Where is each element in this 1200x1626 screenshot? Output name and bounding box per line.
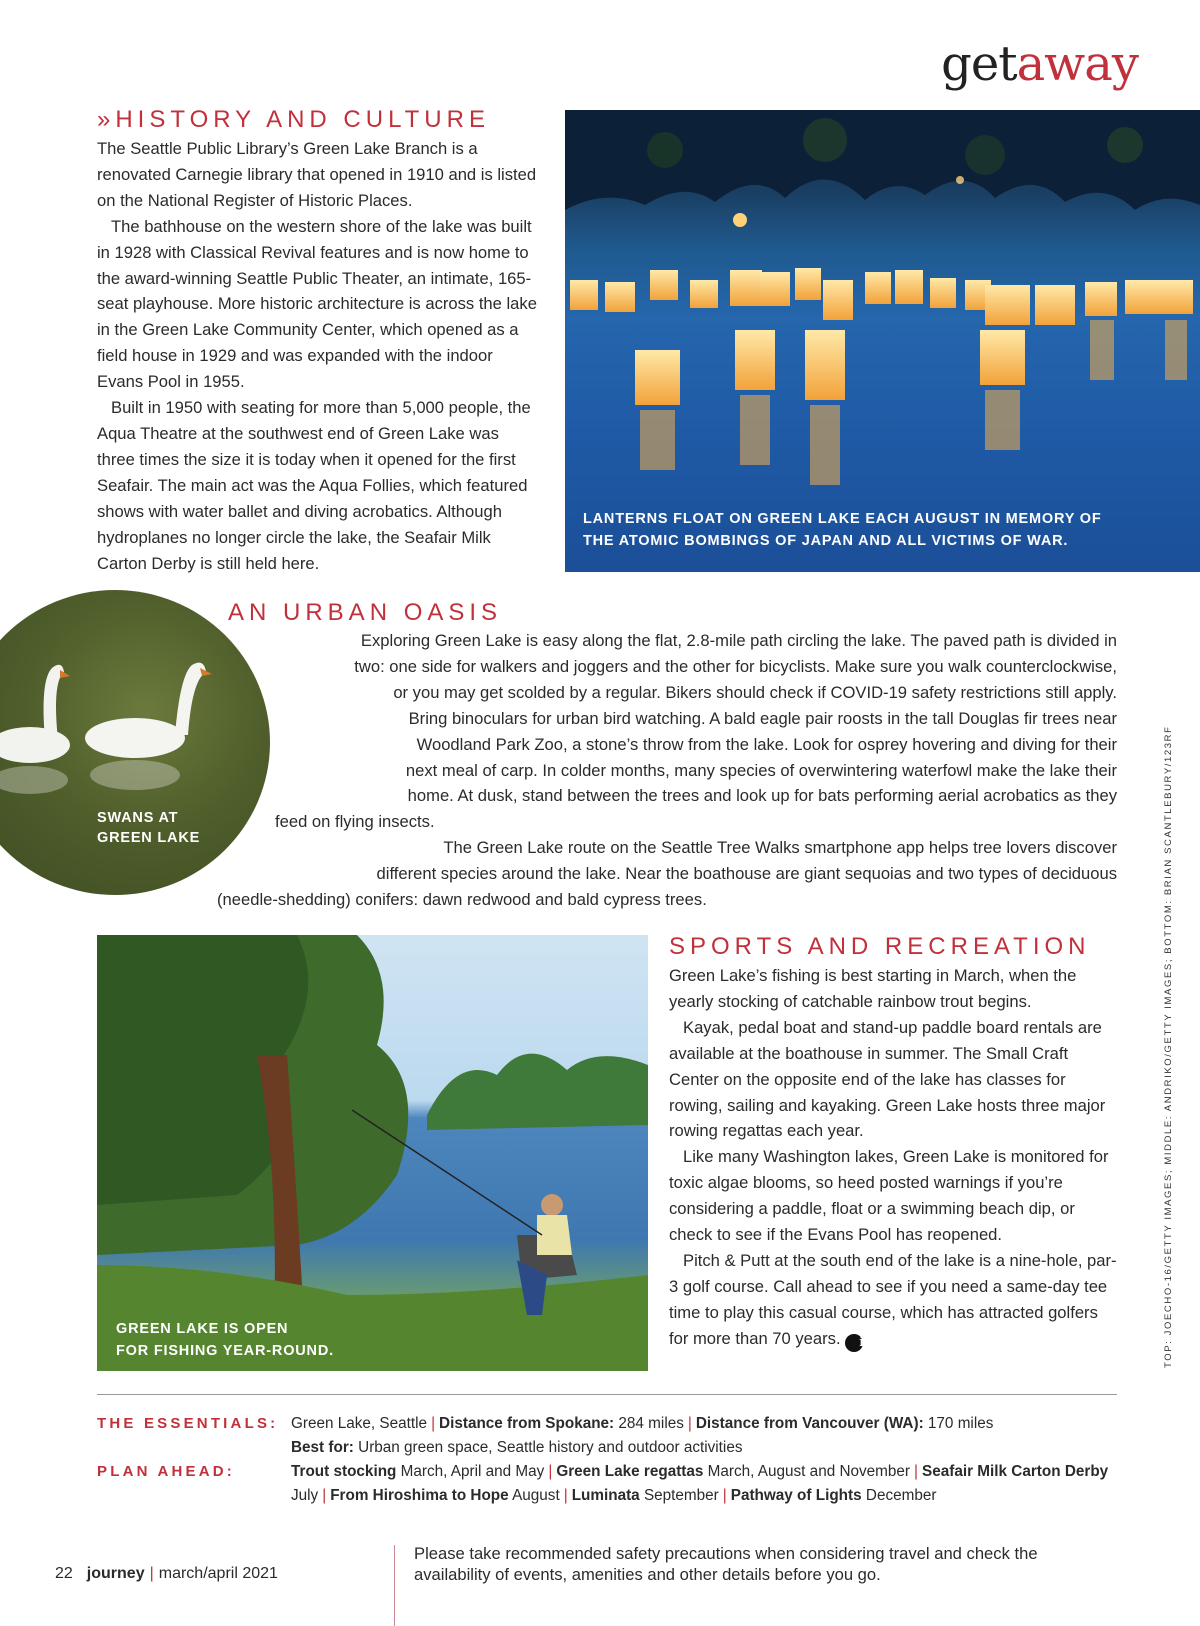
- plan-ahead-label: PLAN AHEAD:: [97, 1463, 235, 1480]
- footer-separator: |: [149, 1565, 154, 1582]
- fishing-caption-line: GREEN LAKE IS OPEN: [116, 1321, 289, 1337]
- photo-credit: TOP: JOECHO-16/GETTY IMAGES; MIDDLE: ANDRIKO/GETTY IMAGES; BOTTOM: BRIAN SCANTLEBURY/123RF: [1163, 725, 1174, 1368]
- sports-heading: SPORTS AND RECREATION: [669, 933, 1091, 960]
- oasis-heading: AN URBAN OASIS: [228, 599, 503, 626]
- oasis-line: Exploring Green Lake is easy along the flat, 2.8-mile path circling the lake. The paved path is divided in: [360, 631, 1117, 650]
- event-name: Pathway of Lights: [730, 1487, 862, 1504]
- vancouver-distance: 170 miles: [927, 1415, 994, 1432]
- oasis-line: two: one side for walkers and joggers and the other for bicyclists. Make sure you walk counterclockwise,: [354, 656, 1117, 676]
- vancouver-label: Distance from Vancouver (WA):: [695, 1415, 924, 1432]
- page-number: 22: [55, 1565, 73, 1582]
- essentials-text: [291, 1412, 1123, 1460]
- separator: |: [914, 1463, 919, 1480]
- footer-divider: [394, 1545, 395, 1626]
- magazine-name: journey: [86, 1565, 145, 1582]
- section-tag: [941, 36, 1138, 92]
- lantern-caption: [583, 508, 1102, 552]
- oasis-line: different species around the lake. Near the boathouse are giant sequoias and two types of deciduous: [376, 864, 1117, 884]
- page-footer: [55, 1565, 278, 1583]
- event-dates: September: [643, 1487, 719, 1504]
- sports-paragraph: [669, 1248, 1117, 1352]
- essentials-location: Green Lake, Seattle: [291, 1415, 428, 1432]
- issue-date: march/april 2021: [158, 1565, 278, 1582]
- event-name: From Hiroshima to Hope: [330, 1487, 509, 1504]
- separator: |: [548, 1463, 553, 1480]
- separator: |: [322, 1487, 327, 1504]
- event-name: Trout stocking: [291, 1463, 397, 1480]
- oasis-line: next meal of carp. In colder months, many species of overwintering waterfowl make the lake their: [405, 760, 1117, 780]
- fishing-caption-line: FOR FISHING YEAR-ROUND.: [116, 1343, 334, 1359]
- lantern-caption-line: THE ATOMIC BOMBINGS OF JAPAN AND ALL VICTIMS OF WAR.: [583, 533, 1069, 549]
- event-name: Seafair Milk Carton Derby: [922, 1463, 1109, 1480]
- history-heading: »HISTORY AND CULTURE: [97, 106, 490, 133]
- plan-ahead-block: [97, 1460, 1127, 1512]
- spokane-distance: 284 miles: [618, 1415, 684, 1432]
- oasis-line: or you may get scolded by a regular. Bikers should check if COVID-19 safety restrictions still apply.: [393, 682, 1117, 702]
- event-name: Green Lake regattas: [556, 1463, 704, 1480]
- fishing-caption: [116, 1318, 334, 1362]
- fishing-graphic: [97, 935, 648, 1371]
- spokane-label: Distance from Spokane:: [439, 1415, 615, 1432]
- event-dates: December: [865, 1487, 937, 1504]
- separator: |: [431, 1415, 436, 1432]
- safety-notice: Please take recommended safety precautions when considering travel and check the availability of events, amenities and other details before you go.: [414, 1544, 1038, 1584]
- info-icon: i: [845, 1334, 863, 1352]
- history-body: [97, 136, 540, 576]
- separator: |: [563, 1487, 568, 1504]
- lanterns-graphic: [565, 240, 1200, 510]
- swans-caption-line: GREEN LAKE: [97, 830, 201, 846]
- sports-last-text: Pitch & Putt at the south end of the lake is a nine-hole, par-3 golf course. Call ahead to see if you need a same-day tee time to play this casual course, which has attracted golfers for more than 70 years.: [669, 1250, 1117, 1348]
- lantern-caption-line: LANTERNS FLOAT ON GREEN LAKE EACH AUGUST IN MEMORY OF: [583, 511, 1102, 527]
- best-for-label: Best for:: [291, 1439, 354, 1456]
- sports-paragraph: Like many Washington lakes, Green Lake is monitored for toxic algae blooms, so heed posted warnings if you’re considering a paddle, float or a swimming beach dip, or check to see if the Evans Pool has reopened.: [669, 1147, 1109, 1245]
- separator: |: [687, 1415, 692, 1432]
- sports-body: [669, 963, 1117, 1352]
- plan-ahead-text: [291, 1460, 1123, 1508]
- best-for-value: Urban green space, Seattle history and outdoor activities: [358, 1439, 743, 1456]
- event-dates: August: [512, 1487, 560, 1504]
- event-dates: July: [291, 1487, 319, 1504]
- oasis-body: [0, 628, 1117, 913]
- oasis-line: Woodland Park Zoo, a stone’s throw from the lake. Look for osprey hovering and diving for their: [416, 734, 1117, 754]
- divider: [97, 1394, 1117, 1395]
- essentials-block: [97, 1412, 1127, 1464]
- fishing-photo: [97, 935, 648, 1371]
- oasis-line: (needle-shedding) conifers: dawn redwood and bald cypress trees.: [217, 890, 707, 910]
- sports-paragraph: Kayak, pedal boat and stand-up paddle board rentals are available at the boathouse in summer. The Small Craft Center on the opposite end of the lake has classes for rowing, sailing and kayaking. Green Lake hosts three major rowing regattas each year.: [669, 1017, 1106, 1141]
- history-paragraph: The Seattle Public Library’s Green Lake Branch is a renovated Carnegie library that opened in 1910 and is listed on the National Register of Historic Places.: [97, 139, 537, 210]
- event-name: Luminata: [571, 1487, 640, 1504]
- treeline-graphic: [565, 110, 1200, 240]
- sports-paragraph: Green Lake’s fishing is best starting in March, when the yearly stocking of catchable rainbow trout begins.: [669, 966, 1077, 1011]
- oasis-line: home. At dusk, stand between the trees and look up for bats performing aerial acrobatics as they: [407, 786, 1117, 806]
- oasis-line: feed on flying insects.: [275, 812, 435, 832]
- oasis-line: Bring binoculars for urban bird watching. A bald eagle pair roosts in the tall Douglas fir trees near: [408, 708, 1117, 728]
- event-dates: March, August and November: [707, 1463, 911, 1480]
- event-dates: March, April and May: [400, 1463, 545, 1480]
- history-paragraph: The bathhouse on the western shore of the lake was built in 1928 with Classical Revival features and is now home to the award-winning Seattle Public Theater, an intimate, 165-seat playhouse. More historic architecture is across the lake in the Green Lake Community Center, which opened as a field house in 1929 and was expanded with the indoor Evans Pool in 1955.: [97, 216, 537, 392]
- section-tag-part2: away: [1016, 36, 1138, 92]
- history-paragraph: Built in 1950 with seating for more than 5,000 people, the Aqua Theatre at the southwest end of Green Lake was three times the size it is today when it opened for the first Seafair. The main act was the Aqua Follies, which featured shows with water ballet and diving acrobatics. Although hydroplanes no longer circle the lake, the Seafair Milk Carton Derby is still held here.: [97, 398, 531, 573]
- separator: |: [722, 1487, 727, 1504]
- oasis-line: The Green Lake route on the Seattle Tree Walks smartphone app helps tree lovers discover: [443, 838, 1117, 858]
- swans-caption-line: SWANS AT: [97, 810, 179, 826]
- section-tag-part1: get: [941, 36, 1017, 92]
- essentials-label: THE ESSENTIALS:: [97, 1415, 279, 1432]
- lantern-photo: [565, 110, 1200, 572]
